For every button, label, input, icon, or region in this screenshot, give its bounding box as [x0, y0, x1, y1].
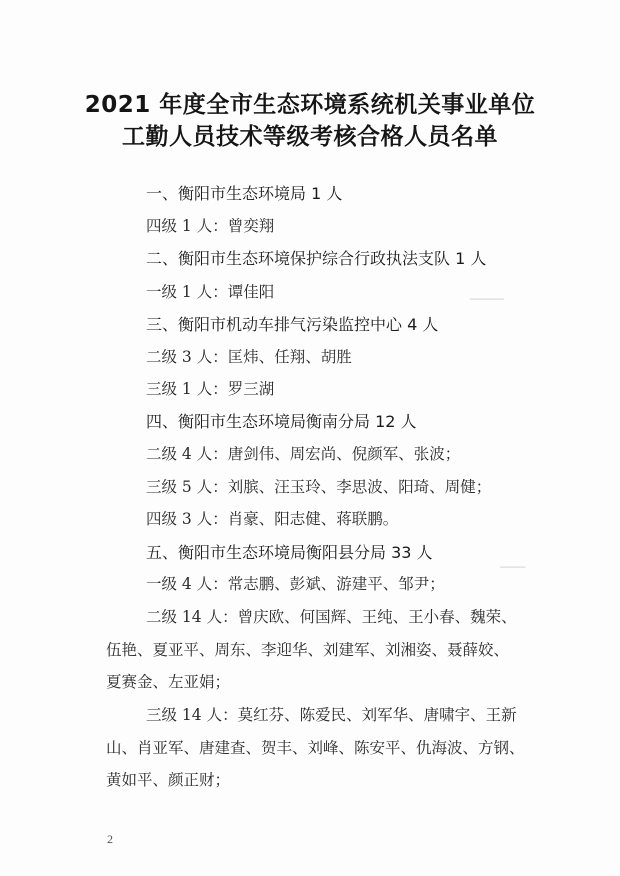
document-title-line-2: 工勤人员技术等级考核合格人员名单 [122, 124, 498, 150]
document-title-line-1: 2021 年度全市生态环境系统机关事业单位 [84, 92, 536, 118]
list-line: 三级 5 人：刘膑、汪玉玲、李思波、阳琦、周健； [146, 478, 492, 496]
bleed-through-mark: ──── [470, 292, 504, 308]
list-line: 二级 3 人：匡炜、任翔、胡胜 [146, 348, 352, 366]
list-line: 四级 3 人：肖豪、阳志健、蒋联鹏。 [146, 510, 399, 528]
bleed-through-mark: ─── [500, 560, 526, 576]
list-line: 三级 1 人：罗三湖 [146, 380, 275, 398]
section-heading-2: 二、衡阳市生态环境保护综合行政执法支队 1 人 [146, 249, 487, 268]
list-line-continuation: 伍艳、夏亚平、周东、李迎华、刘建军、刘湘姿、聂薛姣、 [106, 641, 510, 659]
list-line: 一级 1 人：谭佳阳 [146, 283, 275, 301]
list-line: 一级 4 人：常志鹏、彭斌、游建平、邹尹； [146, 575, 445, 593]
list-line: 四级 1 人：曾奕翔 [146, 217, 275, 235]
list-line-continuation: 山、肖亚军、唐建查、贺丰、刘峰、陈安平、仇海波、方钢、 [106, 739, 525, 757]
section-heading-1: 一、衡阳市生态环境局 1 人 [146, 184, 343, 203]
page-number: 2 [107, 832, 113, 846]
section-heading-5: 五、衡阳市生态环境局衡阳县分局 33 人 [146, 543, 433, 562]
section-heading-4: 四、衡阳市生态环境局衡南分局 12 人 [146, 412, 417, 431]
list-line-continuation: 黄如平、颜正财； [106, 771, 231, 789]
list-line-continuation: 夏赛金、左亚娟； [106, 673, 231, 691]
section-heading-3: 三、衡阳市机动车排气污染监控中心 4 人 [146, 315, 439, 334]
list-line: 二级 4 人：唐剑伟、周宏尚、倪颜军、张波； [146, 445, 461, 463]
list-line: 二级 14 人：曾庆欧、何国辉、王纯、王小春、魏荣、 [146, 608, 517, 626]
list-line: 三级 14 人：莫红芬、陈爱民、刘军华、唐啸宇、王新 [146, 706, 517, 724]
